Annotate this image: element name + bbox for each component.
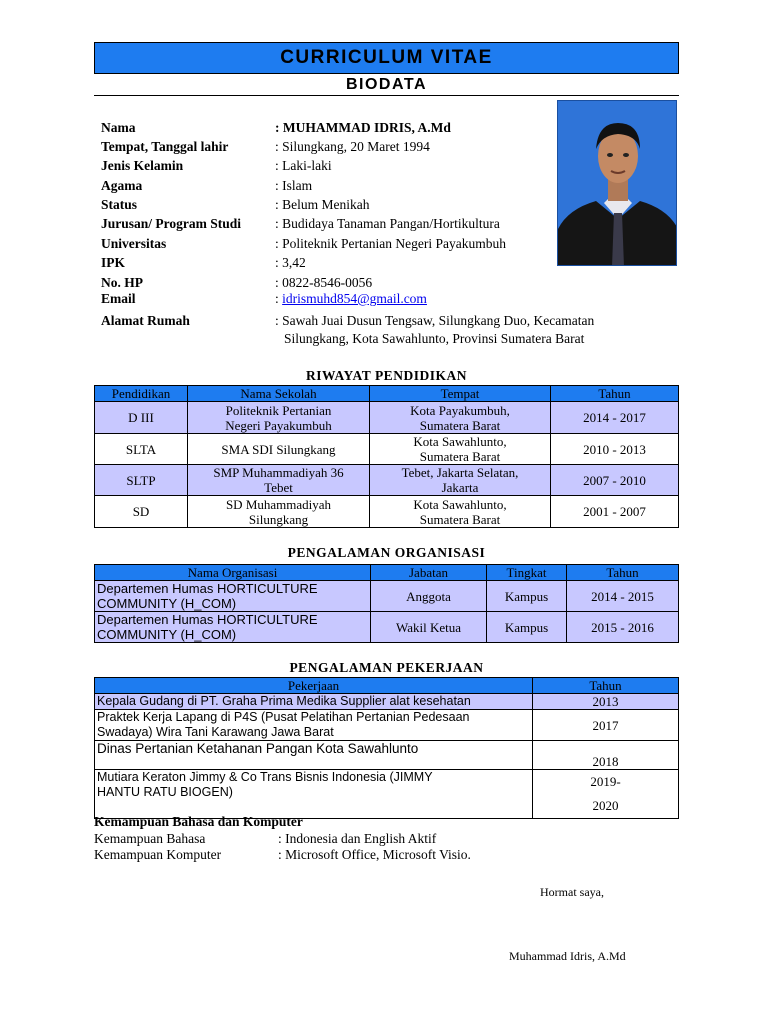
pekerjaan-heading: PENGALAMAN PEKERJAAN — [289, 660, 484, 675]
bio-label-email: Email — [101, 291, 136, 306]
cell-level: SLTA — [95, 434, 188, 465]
bio-label-gender: Jenis Kelamin — [101, 158, 184, 173]
table-row — [95, 496, 679, 528]
col-tempat: Tempat — [370, 386, 551, 402]
cell-year: 2015 - 2016 — [567, 612, 679, 643]
bio-label-nama: Nama — [101, 120, 136, 135]
pekerjaan-header-row — [95, 678, 679, 694]
cell-org-line2: COMMUNITY (H_COM) — [97, 596, 237, 611]
cell-job: Kepala Gudang di PT. Graha Prima Medika Supplier alat kesehatan — [95, 694, 533, 710]
cell-place — [370, 465, 551, 496]
cell-place-line1: Tebet, Jakarta Selatan, — [401, 465, 519, 480]
cell-school-line1: SMP Muhammadiyah 36 — [213, 465, 344, 480]
cell-year — [533, 770, 679, 819]
cell-job — [95, 770, 533, 819]
cell-org — [95, 612, 371, 643]
col-pekerjaan: Pekerjaan — [95, 678, 533, 694]
bio-value-universitas: : Politeknik Pertanian Negeri Payakumbuh — [275, 236, 506, 251]
skill-value-komputer: : Microsoft Office, Microsoft Visio. — [278, 847, 471, 862]
cell-position: Anggota — [371, 581, 487, 612]
cell-org-line2: COMMUNITY (H_COM) — [97, 627, 237, 642]
bio-value-nama: : MUHAMMAD IDRIS, A.Md — [275, 120, 451, 135]
organisasi-header-row — [95, 565, 679, 581]
table-row — [95, 710, 679, 741]
bio-value-ipk: : 3,42 — [275, 255, 306, 270]
bio-value-status: : Belum Menikah — [275, 197, 370, 212]
cell-place-line2: Jakarta — [441, 480, 479, 495]
bio-label-agama: Agama — [101, 178, 143, 193]
cell-org-line1: Departemen Humas HORTICULTURE — [97, 581, 318, 596]
cell-school-line1: SMA SDI Silungkang — [221, 441, 336, 457]
cell-year: 2013 — [533, 694, 679, 710]
cell-job — [95, 710, 533, 741]
bio-value-ttl: : Silungkang, 20 Maret 1994 — [275, 139, 430, 154]
cell-job-line1: Mutiara Keraton Jimmy & Co Trans Bisnis Indonesia (JIMMY — [97, 770, 433, 784]
table-row — [95, 694, 679, 710]
bio-label-ipk: IPK — [101, 255, 126, 270]
cell-year: 2001 - 2007 — [551, 496, 679, 528]
col-nama-sekolah: Nama Sekolah — [188, 386, 370, 402]
cell-org-line1: Departemen Humas HORTICULTURE — [97, 612, 318, 627]
col-pendidikan: Pendidikan — [95, 386, 188, 402]
cell-school — [188, 434, 370, 465]
cell-school-line1: Politeknik Pertanian — [225, 402, 332, 418]
cv-title-bar — [94, 42, 679, 74]
cell-job-line2: Swadaya) Wira Tani Karawang Jawa Barat — [97, 725, 334, 739]
cell-place-line2: Sumatera Barat — [419, 417, 501, 433]
bio-value-email — [275, 291, 427, 307]
pendidikan-header-row — [95, 386, 679, 402]
bio-value-hp: : 0822-8546-0056 — [275, 275, 373, 290]
cell-job-line1: Praktek Kerja Lapang di P4S (Pusat Pelatihan Pertanian Pedesaan — [97, 710, 470, 724]
skills-heading: Kemampuan Bahasa dan Komputer — [94, 814, 303, 829]
bio-value-jurusan: : Budidaya Tanaman Pangan/Hortikultura — [275, 216, 500, 231]
bio-label-ttl: Tempat, Tanggal lahir — [101, 139, 229, 154]
cell-job-line2: HANTU RATU BIOGEN) — [97, 785, 233, 799]
bio-value-alamat: : Sawah Juai Dusun Tengsaw, Silungkang Duo, Kecamatan — [275, 313, 595, 328]
bio-label-status: Status — [101, 197, 138, 212]
cell-year-line1: 2019- — [590, 774, 621, 789]
cell-school-line2: Tebet — [264, 480, 293, 495]
cell-year: 2007 - 2010 — [551, 465, 679, 496]
cell-school-line2: Negeri Payakumbuh — [225, 417, 332, 433]
table-row — [95, 770, 679, 819]
cell-place — [370, 434, 551, 465]
cell-school-line1: SD Muhammadiyah — [225, 496, 332, 512]
pekerjaan-table — [94, 677, 679, 819]
cell-place-line1: Kota Sawahlunto, — [413, 434, 507, 449]
table-row — [95, 581, 679, 612]
col-tahun: Tahun — [567, 565, 679, 581]
cell-school — [188, 465, 370, 496]
col-tahun: Tahun — [533, 678, 679, 694]
organisasi-heading: PENGALAMAN ORGANISASI — [287, 545, 486, 560]
cell-school-line2: Silungkang — [248, 511, 309, 527]
profile-photo — [557, 100, 677, 266]
table-row — [95, 402, 679, 434]
cell-place-line1: Kota Payakumbuh, — [410, 402, 510, 418]
col-nama-organisasi: Nama Organisasi — [95, 565, 371, 581]
col-tingkat: Tingkat — [487, 565, 567, 581]
cell-school — [188, 402, 370, 434]
cell-place-line2: Sumatera Barat — [419, 449, 501, 464]
cell-position: Wakil Ketua — [371, 612, 487, 643]
signature-greeting: Hormat saya, — [540, 885, 604, 899]
pendidikan-table — [94, 385, 679, 528]
email-link[interactable]: idrismuhd854@gmail.com — [282, 291, 427, 306]
bio-label-jurusan: Jurusan/ Program Studi — [101, 216, 242, 231]
cell-year: 2014 - 2017 — [551, 402, 679, 434]
pendidikan-heading: RIWAYAT PENDIDIKAN — [306, 368, 467, 383]
cell-place-line1: Kota Sawahlunto, — [413, 496, 507, 512]
cv-title: CURRICULUM VITAE — [280, 47, 493, 68]
cell-job: Dinas Pertanian Ketahanan Pangan Kota Sawahlunto — [95, 741, 533, 770]
cell-year-line2: 2020 — [592, 798, 619, 813]
table-row — [95, 465, 679, 496]
cell-place — [370, 496, 551, 528]
cell-year: 2010 - 2013 — [551, 434, 679, 465]
bio-value-gender: : Laki-laki — [275, 158, 332, 173]
col-jabatan: Jabatan — [371, 565, 487, 581]
bio-label-hp: No. HP — [101, 275, 143, 290]
email-colon: : — [275, 291, 283, 306]
cell-level: D III — [95, 402, 188, 434]
skill-label-komputer: Kemampuan Komputer — [94, 847, 222, 862]
bio-label-alamat: Alamat Rumah — [101, 313, 190, 328]
biodata-heading: BIODATA — [94, 76, 679, 96]
cell-level: SLTP — [95, 465, 188, 496]
cell-place-line2: Sumatera Barat — [419, 511, 501, 527]
cell-year: 2014 - 2015 — [567, 581, 679, 612]
cell-school — [188, 496, 370, 528]
bio-label-universitas: Universitas — [101, 236, 167, 251]
table-row — [95, 434, 679, 465]
col-tahun: Tahun — [551, 386, 679, 402]
bio-value-alamat-line2: Silungkang, Kota Sawahlunto, Provinsi Sumatera Barat — [284, 331, 585, 346]
cell-level: SD — [95, 496, 188, 528]
bio-value-agama: : Islam — [275, 178, 313, 193]
organisasi-table — [94, 564, 679, 643]
skill-label-bahasa: Kemampuan Bahasa — [94, 831, 206, 846]
cell-year: 2017 — [533, 710, 679, 741]
cell-level: Kampus — [487, 612, 567, 643]
cell-year: 2018 — [533, 741, 679, 770]
cell-level: Kampus — [487, 581, 567, 612]
cell-org — [95, 581, 371, 612]
skill-value-bahasa: : Indonesia dan English Aktif — [278, 831, 437, 846]
cell-place — [370, 402, 551, 434]
table-row — [95, 612, 679, 643]
signature-name: Muhammad Idris, A.Md — [509, 949, 626, 963]
table-row — [95, 741, 679, 770]
